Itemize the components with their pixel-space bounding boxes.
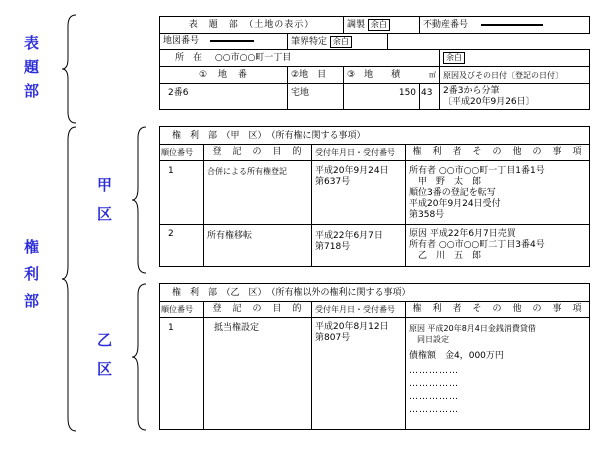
ellipsis-line: …………… <box>409 405 459 415</box>
col-chiban: ① 地 番 <box>160 67 288 84</box>
kenrisha-line: 所有者 ○○市○○町二丁目3番4号 <box>409 240 545 250</box>
uketsuke-value <box>312 318 406 430</box>
kenrisha-line: 所有者 ○○市○○町一丁目1番1号 <box>409 166 545 176</box>
ellipsis-line: …………… <box>409 379 459 389</box>
table-row <box>160 161 590 225</box>
uketsuke-value <box>312 225 406 267</box>
shozai-note: 余白 <box>443 52 465 64</box>
label-char: 権 <box>24 238 40 256</box>
chizu-blank <box>210 40 254 42</box>
brace-kenri <box>60 126 80 432</box>
col-mokuteki: 登 記 の 目 的 <box>204 145 312 161</box>
hikkai-label: 筆界特定 <box>291 37 328 47</box>
hikkai-value: 余白 <box>330 36 352 48</box>
gen-in-value <box>440 84 590 110</box>
kenrisha-line: 原因 平成22年6月7日売買 <box>409 229 516 239</box>
otsuku-title: 権 利 部 （乙 区） （所有権以外の権利に関する事項） <box>160 284 590 302</box>
empty-cell <box>388 34 590 50</box>
kenrisha-value <box>406 161 590 225</box>
ellipsis-line: …………… <box>409 366 459 376</box>
juni-value: 1 <box>160 318 204 430</box>
label-char: 利 <box>24 265 40 283</box>
juni-value: 2 <box>160 225 204 267</box>
gen-in-line: 2番3から分筆 <box>443 86 500 96</box>
uketsuke-line: 第807号 <box>315 333 351 343</box>
kouku-title: 権 利 部 （甲 区） （所有権に関する事項） <box>160 127 590 145</box>
chizu-cell <box>160 34 288 50</box>
kenrisha-value <box>406 318 590 430</box>
brace-otsu <box>130 283 150 431</box>
kenrisha-line: 甲 野 太 郎 <box>409 177 482 187</box>
chiban-value: 2番6 <box>160 84 288 110</box>
chosei-value: 余白 <box>368 19 390 31</box>
hyodai-table <box>159 16 590 110</box>
col-mokuteki: 登 記 の 目 的 <box>204 302 312 318</box>
chiseki-dec: 43 <box>420 84 440 110</box>
kenrisha-line: 平成20年9月24日受付 <box>409 199 501 209</box>
kenrisha-line: 乙 川 五 郎 <box>409 251 482 261</box>
col-kenrisha: 権 利 者 そ の 他 の 事 項 <box>406 302 590 318</box>
hikkai-cell <box>288 34 388 50</box>
kenrisha-line: 原因 平成20年8月4日金銭消費貸借 <box>409 324 536 333</box>
label-otsu-ku <box>97 333 112 377</box>
label-kenri-bu <box>24 240 39 309</box>
shozai-note-cell <box>440 50 590 67</box>
table-row <box>160 318 590 430</box>
label-char: 部 <box>24 82 40 100</box>
label-char: 部 <box>24 292 40 310</box>
col-chiseki <box>344 67 440 84</box>
uketsuke-line: 平成20年9月24日 <box>315 166 389 176</box>
brace-hyodai <box>60 14 80 124</box>
shozai-cell <box>160 50 440 67</box>
label-char: 区 <box>97 360 113 378</box>
kenrisha-line: 第358号 <box>409 210 445 220</box>
label-kou-ku <box>97 178 112 222</box>
col-juni: 順位番号 <box>160 145 204 161</box>
chizu-label: 地図番号 <box>163 36 200 46</box>
chosei-label: 調製 <box>347 20 366 30</box>
col-uketsuke: 受付年月日・受付番号 <box>312 302 406 318</box>
fudosan-label: 不動産番号 <box>423 20 469 30</box>
gen-in-line: 〔平成20年9月26日〕 <box>443 97 535 107</box>
col-chiseki-unit: ㎡ <box>429 71 437 79</box>
uketsuke-line: 平成20年8月12日 <box>315 322 389 332</box>
col-kenrisha: 権 利 者 そ の 他 の 事 項 <box>406 145 590 161</box>
hyodai-title: 表 題 部 （土地の表示） <box>160 17 344 34</box>
ellipsis-line: …………… <box>409 392 459 402</box>
otsuku-table <box>159 283 590 430</box>
mokuteki-value: 抵当権設定 <box>204 318 312 430</box>
fudosan-blank <box>481 24 543 26</box>
kenrisha-line: 順位3番の登記を転写 <box>409 188 496 198</box>
mokuteki-value: 所有権移転 <box>204 225 312 267</box>
col-chimoku: ②地 目 <box>288 67 344 84</box>
label-hyodai-bu <box>24 36 39 99</box>
uketsuke-line: 平成22年6月7日 <box>315 231 383 241</box>
chimoku-value: 宅地 <box>288 84 344 110</box>
uketsuke-line: 第637号 <box>315 177 351 187</box>
kenrisha-line: 同日設定 <box>409 335 449 344</box>
col-juni: 順位番号 <box>160 302 204 318</box>
label-char: 乙 <box>97 331 113 349</box>
kenrisha-line: 債権額 金4，000万円 <box>409 351 504 361</box>
mokuteki-value: 合併による所有権登記 <box>204 161 312 225</box>
uketsuke-line: 第718号 <box>315 242 351 252</box>
brace-kou <box>130 126 150 274</box>
col-uketsuke: 受付年月日・受付番号 <box>312 145 406 161</box>
uketsuke-value <box>312 161 406 225</box>
fudosan-cell <box>420 17 590 34</box>
chiseki-int: 150 <box>344 84 420 110</box>
table-row <box>160 225 590 267</box>
kenrisha-value <box>406 225 590 267</box>
label-char: 題 <box>24 58 40 76</box>
shozai-value: ○○市○○町一丁目 <box>214 53 292 63</box>
kouku-table <box>159 126 590 267</box>
label-char: 表 <box>24 34 40 52</box>
label-char: 区 <box>97 205 113 223</box>
juni-value: 1 <box>160 161 204 225</box>
shozai-label: 所 在 <box>175 53 203 63</box>
chosei-cell <box>344 17 420 34</box>
col-chiseki-label: ③ 地 積 <box>347 70 401 80</box>
label-char: 甲 <box>97 176 113 194</box>
col-gen-in: 原因及びその日付〔登記の日付〕 <box>440 67 590 84</box>
